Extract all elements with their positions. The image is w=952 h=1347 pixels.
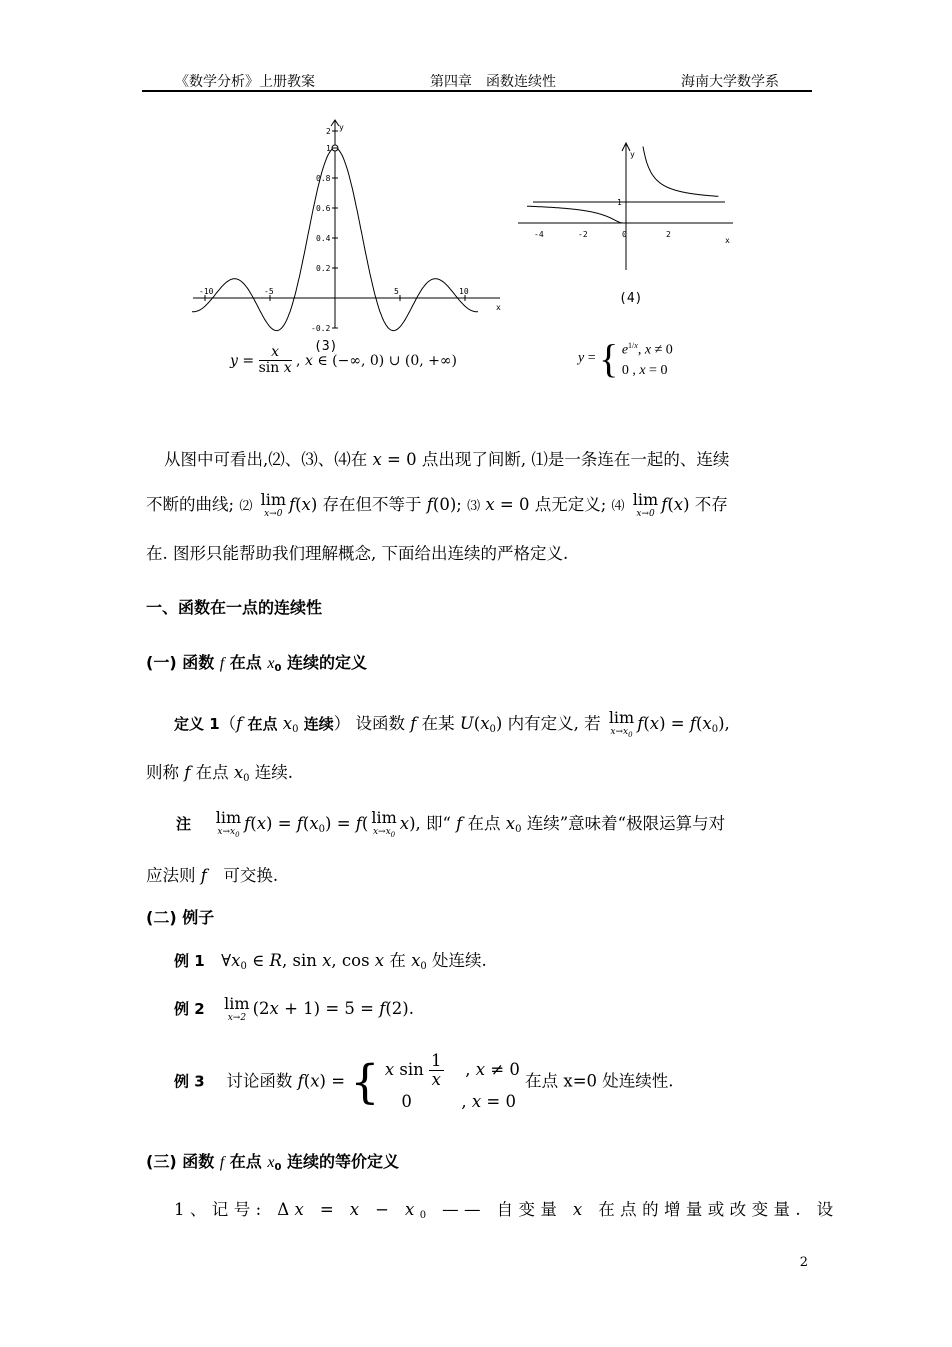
figure-3-label: (3): [314, 339, 338, 354]
figure-3-plot: [188, 115, 518, 340]
sub-3-title: (三) 函数 f 在点 $x_0$ 连续的等价定义: [146, 1152, 400, 1173]
header-left: 《数学分析》上册教案: [175, 74, 315, 90]
sub-1-title: (一) 函数 f 在点 $x_0$ 连续的定义: [146, 653, 368, 674]
example-1: 例 1 $\forall x_0$ ∈ R, sin x, cos x 在 $x_0$ 处连续.: [174, 951, 487, 972]
figure-3-ytick-label: 0.8: [316, 174, 331, 183]
figure-4-xtick-label: -4: [534, 230, 544, 239]
page-number: 2: [799, 1255, 808, 1270]
item-1: 1、记号: $\Delta x = x - x_0$ —— 自变量 x 在点的增量或改变量. 设: [174, 1200, 839, 1221]
figure-4-xtick-label: 0: [622, 230, 627, 239]
figure-3-xtick-label: -10: [199, 287, 214, 296]
figure-3-xtick-label: 10: [459, 287, 469, 296]
figure-4-xtick-label: 2: [666, 230, 671, 239]
figure-3-ytick-label: -0.2: [311, 324, 331, 333]
definition-line1: 定义 1（f 在点 $x_0$ 连续） 设函数 f 在某 $U(x_0)$ 内有定义, 若 lim $x\to x_0$ $f(x) = f(x_0)$,: [174, 708, 730, 739]
figure-3-ytick-label: 0.4: [316, 234, 331, 243]
note-line2: 应法则 f 可交换.: [146, 866, 279, 885]
header-center: 第四章 函数连续性: [430, 74, 556, 90]
para1-line1: 从图中可看出,⑵、⑶、⑷在 x = 0 点出现了间断, ⑴是一条连在一起的、连续: [164, 450, 730, 469]
note-line1: 注 lim $x\to x_0$ $f(x) = f(x_0) = f$( lim $x\to x_0$ x), 即“ f 在点 $x_0$ 连续”意味着“极限运算与对: [176, 808, 726, 839]
figure-3-ytick-label: 2: [326, 127, 331, 136]
figure-4-right-branch: [643, 147, 718, 197]
figure-3-axes: [193, 120, 500, 328]
figure-4-yaxis-label: y: [630, 150, 635, 159]
figure-4-ytick-label: 1: [617, 198, 622, 207]
figure-4-left-branch: [527, 206, 626, 223]
figure-3-xaxis-label: x: [496, 303, 501, 312]
figure-3-xtick-label: -5: [264, 287, 274, 296]
figure-4-xtick-label: -2: [578, 230, 588, 239]
figure-3-yaxis-label: y: [339, 123, 344, 132]
para1-line3: 在. 图形只能帮助我们理解概念, 下面给出连续的严格定义.: [146, 544, 569, 563]
header-right: 海南大学数学系: [681, 74, 779, 90]
figure-3-ytick-label: 0.6: [316, 204, 331, 213]
figure-3-ytick-label: 1: [326, 144, 331, 153]
figure-4-plot: [515, 135, 745, 285]
sub-2-title: (二) 例子: [146, 908, 215, 927]
figure-4-xaxis-label: x: [725, 236, 730, 245]
example-2: 例 2 lim x→2 (2x + 1) = 5 = f(2).: [174, 994, 414, 1023]
header-rule: [142, 90, 812, 92]
figure-4-curve-group: [527, 147, 718, 224]
figure-3-formula: y = $\frac{x}{\text{sin x}}$ , x ∈ (−∞, 0) ∪ (0, +∞): [230, 344, 458, 377]
figure-3-xtick-label: 5: [394, 287, 399, 296]
para1-line2: 不断的曲线; ⑵ lim x→0 f(x) 存在但不等于 f(0); ⑶ x = 0 点无定义; ⑷ lim x→0 f(x) 不存: [146, 490, 728, 519]
example-3: 例 3 讨论函数 f(x) = { x sin $\frac{1}{x}$ , x ≠ 0 0 , x = 0 在点 x=0 处连续性.: [174, 1051, 674, 1111]
figure-4-formula: y = { $e^{1/x}$, x ≠ 0 0 , x = 0: [578, 336, 673, 381]
figure-4-axes: [518, 143, 733, 270]
section-1-title: 一、函数在一点的连续性: [146, 598, 323, 617]
definition-line2: 则称 f 在点 $x_0$ 连续.: [146, 763, 294, 784]
figure-3-ytick-label: 0.2: [316, 264, 331, 273]
figure-4-label: (4): [619, 291, 643, 306]
